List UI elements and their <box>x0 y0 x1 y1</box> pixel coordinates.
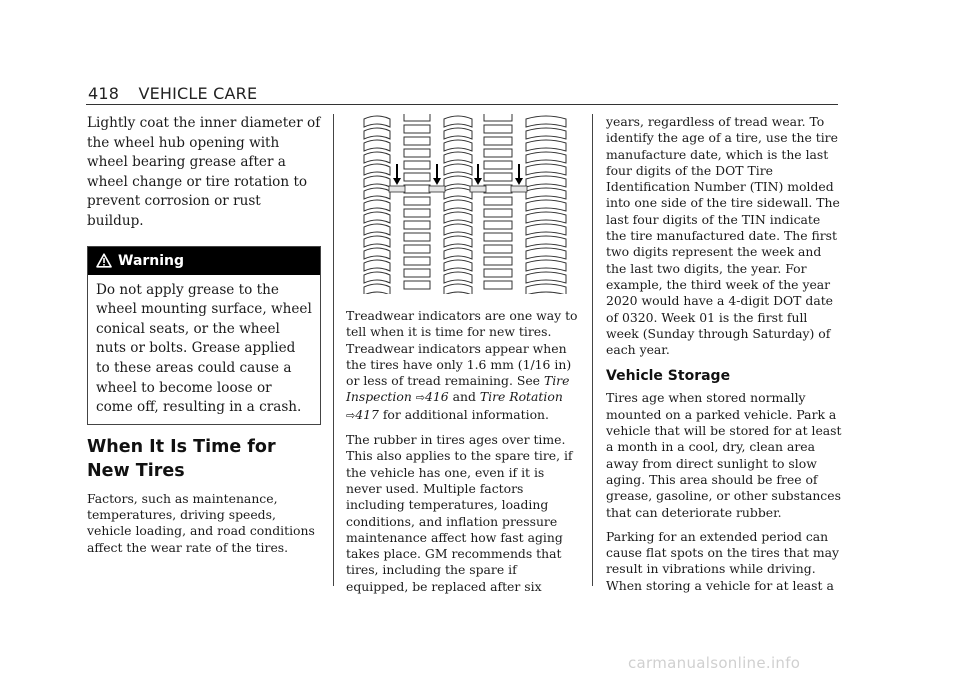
dot-date-paragraph: years, regardless of tread wear. To identify the age of a tire, use the tire manufacture date, which is the last four digits of the DOT Tire Identification Number (TIN) molded into one side of the tire sidewall. The last four digits of the TIN indicate the tire manufactured date. The first two digits represent the week and the last two digits, the year. For example, the third week of the year 2020 would have a 4-digit DOT date of 0320. Week 01 is the first full week (Sunday through Saturday) of each year. <box>606 114 840 358</box>
page-header <box>88 84 257 103</box>
header-rule <box>86 104 838 105</box>
watermark: carmanualsonline.info <box>628 654 801 672</box>
warning-header <box>88 247 320 275</box>
text-run: for additional information. <box>378 406 549 422</box>
tread-rib <box>404 114 430 289</box>
column-3 <box>606 114 842 602</box>
body-paragraph: Factors, such as maintenance, temperatures, driving speeds, vehicle loading, and road conditions affect the wear rate of the tires. <box>87 490 315 555</box>
wear-indicator-bar <box>389 186 405 192</box>
wear-indicator-bar <box>429 186 445 192</box>
wear-indicator-bar <box>470 186 486 192</box>
link-page: 417 <box>355 406 379 422</box>
column-2 <box>346 114 582 603</box>
wear-indicator-bar <box>511 186 527 192</box>
link-text: Tire Rotation <box>479 389 563 405</box>
section-heading: When It Is Time for New Tires <box>87 436 276 481</box>
column-divider <box>592 114 593 586</box>
column-divider <box>333 114 334 586</box>
tread-rib <box>364 116 390 294</box>
indicator-arrow-head <box>433 178 441 185</box>
subsection-heading: Vehicle Storage <box>606 368 731 385</box>
aging-paragraph: The rubber in tires ages over time. This also applies to the spare tire, if the vehicle has one, even if it is never used. Multiple factors including temperatures, loading conditions, and inflation pressure maintenance affect how fast aging takes place. GM recommends that tires, including the spare if equipped, be replaced after six <box>346 432 573 594</box>
treadwear-paragraph <box>346 308 582 424</box>
page-reference-arrow-icon: ⇨ <box>346 408 356 422</box>
indicator-arrow-head <box>393 178 401 185</box>
column-1 <box>87 114 321 564</box>
storage-paragraph: Tires age when stored normally mounted on a parked vehicle. Park a vehicle that will be stored for at least a month in a cool, dry, clean area away from direct sunlight to slow aging. This area should be free of grease, gasoline, or other substances that can deteriorate rubber. <box>606 390 842 520</box>
warning-triangle-icon <box>96 253 112 268</box>
intro-paragraph: Lightly coat the inner diameter of the wheel hub opening with wheel bearing grease after a wheel change or tire rotation to prevent corrosion or rust buildup. <box>87 115 321 229</box>
warning-title: Warning <box>118 252 185 269</box>
text-run: and <box>448 389 480 405</box>
page-number: 418 <box>88 84 120 103</box>
warning-box <box>87 246 321 425</box>
page-reference-arrow-icon: ⇨ <box>415 391 425 405</box>
link-text: Tire Inspection <box>346 373 570 405</box>
indicator-arrow-head <box>474 178 482 185</box>
treadwear-indicator-illustration <box>360 114 572 294</box>
text-run: Treadwear indicators are one way to tell when it is time for new tires. Treadwear indicators appear when the tires have only 1.6 mm (1/16 in) or less of tread remaining. See <box>346 308 578 389</box>
tread-rib <box>444 116 472 294</box>
link-page: 416 <box>425 389 449 405</box>
tread-rib <box>526 116 566 294</box>
warning-text: Do not apply grease to the wheel mounting surface, wheel conical seats, or the wheel nuts or bolts. Grease applied to these areas could cause a wheel to become loose or come off, resulting in a crash. <box>96 281 312 416</box>
tread-rib <box>484 114 512 289</box>
section-title: VEHICLE CARE <box>138 84 258 103</box>
indicator-arrow-head <box>515 178 523 185</box>
flat-spots-paragraph: Parking for an extended period can cause flat spots on the tires that may result in vibrations while driving. When storing a vehicle for at least a <box>606 528 840 593</box>
